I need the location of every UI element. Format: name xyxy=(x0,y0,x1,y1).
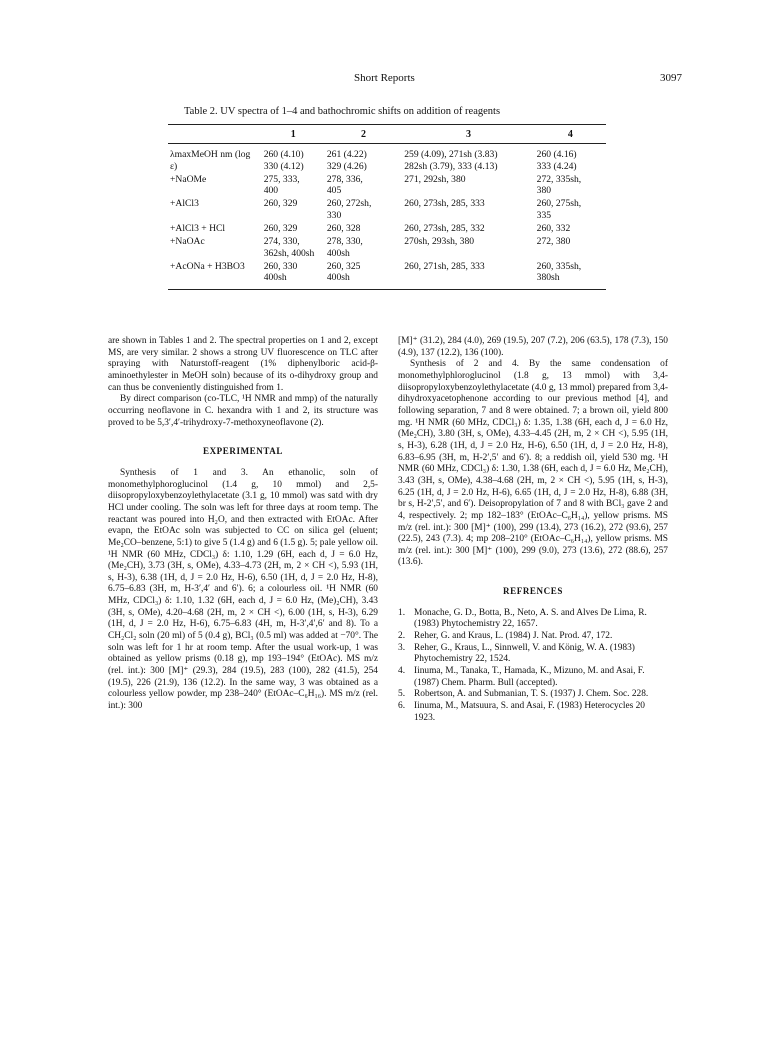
cell-2: 260, 328 xyxy=(326,223,361,235)
cell-2: 260, 325 400sh xyxy=(325,260,402,289)
row-label: +NaOAc xyxy=(170,236,205,248)
paragraph: [M]⁺ (31.2), 284 (4.0), 269 (19.5), 207 (7.2), 206 (63.5), 178 (7.3), 150 (4.9), 137 (12.2), 136 (100). xyxy=(398,336,668,358)
cell-2: 261 (4.22) 329 (4.26) xyxy=(326,149,367,172)
cell-4: 260 (4.16) 333 (4.24) xyxy=(536,149,577,172)
reference-item: 1. Monache, G. D., Botta, B., Neto, A. S. and Alves De Lima, R. (1983) Phytochemistry 22, 1657. xyxy=(398,607,647,630)
paragraph: are shown in Tables 1 and 2. The spectral properties on 1 and 2, except MS, are very similar. 2 shows a strong UV fluorescence on TLC after spraying with Naturstoff-reagent (1% diphenylboric acid-β-aminoethylester in MeOH soln) because of its o-dihydroxy group and can thus be conveniently distinguished from 1. xyxy=(108,336,378,393)
running-header xyxy=(0,72,768,88)
cell-3: 270sh, 293sh, 380 xyxy=(404,236,475,248)
header-cell-2: 2 xyxy=(325,125,402,144)
header-cell-3: 3 xyxy=(402,125,534,144)
section-title-experimental: EXPERIMENTAL xyxy=(202,446,284,457)
table-row xyxy=(168,260,606,289)
table-row xyxy=(168,144,606,173)
reference-item: 6. Iinuma, M., Matsuura, S. and Asai, F. (1983) Heterocycles 20 1923. xyxy=(398,701,645,723)
cell-3: 271, 292sh, 380 xyxy=(404,173,466,185)
cell-1: 260, 329 xyxy=(263,223,298,235)
reference-item: 3. Reher, G., Kraus, L., Sinnwell, V. and König, W. A. (1983) Phytochemistry 22, 1524. xyxy=(398,642,635,665)
cell-4: 260, 332 xyxy=(536,223,571,235)
cell-3: 260, 271sh, 285, 333 xyxy=(402,260,534,289)
cell-1: 260, 330 400sh xyxy=(262,260,325,289)
table-row xyxy=(168,173,606,198)
left-text-column xyxy=(108,336,378,713)
cell-1: 260, 329 xyxy=(263,198,298,210)
row-label: +NaOMe xyxy=(170,173,207,185)
header-cell-blank xyxy=(168,125,262,144)
cell-3: 259 (4.09), 271sh (3.83) 282sh (3.79), 333 (4.13) xyxy=(404,149,498,172)
paragraph: Synthesis of 1 and 3. An ethanolic, soln of monomethylphoroglucinol (1.4 g, 10 mmol) and 2,5-diisopropyloxybenzoylethylacetate (3.1 g, 10 mmol) was satd with dry HCl under cooling. The soln was left for three days at room temp. The reactant was poured into H₂O, and then extracted with EtOAc. After evapn, the EtOAc soln was subjected to CC on silica gel (eluent; Me₂CO–benzene, 5:1) to give 5 (1.4 g) and 6 (1.5 g). 5; pale yellow oil. ¹H NMR (60 MHz, CDCl₃) δ: 1.10, 1.29 (6H, each d, J = 6.0 Hz, (Me₂CH), 3.73 (3H, s, OMe), 4.33–4.73 (2H, m, 2 × CH <), 5.93 (1H, s, H-3), 6.38 (1H, d, J = 2.0 Hz, H-6), 6.50 (1H, d, J = 2.0 Hz, H-8), 6.75–6.83 (3H, m, H-3′,4′ and 6′). 6; a colourless oil. ¹H NMR (60 MHz, CDCl₃) δ: 1.10, 1.32 (6H, each d, J = 6.0 Hz, (Me)₂CH), 3.43 (3H, s, OMe), 4.20–4.68 (2H, m, 2 × CH <), 6.00 (1H, s, H-3), 6.29 (1H, d, J = 2.0 Hz, H-6), 6.75–6.83 (4H, m, H-3′,4′,6′ and 8). To a CH₂Cl₂ soln (20 ml) of 5 (0.4 g), BCl₃ (0.5 ml) was added at −70°. The soln was left for 1 hr at room temp. After the usual work-up, 1 was obtained as yellow prisms (0.18 g), mp 193–194° (EtOAc). MS m/z (rel. int.): 300 [M]⁺ (29.3), 284 (19.5), 283 (100), 282 (41.5), 254 (19.5), 226 (21.9), 136 (12.2). In the same way, 3 was obtained as a colourless yellow powder, mp 238–240° (EtOAc–C₆H₁₆). MS m/z (rel. int.): 300 xyxy=(108,467,378,712)
table-row xyxy=(168,197,606,222)
paragraph: Synthesis of 2 and 4. By the same condensation of monomethylphloroglucinol (1.8 g, 13 mmol) with 3,4-diisopropyloxybenzoylethylacetate (4.0 g, 13 mmol) prepared from 3,4-dihydroxyacetophenone according to our previous method [4], and following separation, 7 and 8 were obtained. 7; a brown oil, yield 800 mg. ¹H NMR (60 MHz, CDCl₃) δ: 1.35, 1.38 (6H, each d, J = 6.0 Hz, (Me₂CH), 3.80 (3H, s, OMe), 4.33–4.45 (2H, m, 2 × CH <), 5.95 (1H, s, H-3), 6.28 (1H, d, J = 2.0 Hz, H-6), 6.50 (1H, d, J = 2.0 Hz, H-8), 6.83–6.95 (3H, m, H-2′,5′ and 6′). 8; a reddish oil, yield 530 mg. ¹H NMR (60 MHz, CDCl₃) δ: 1.30, 1.38 (6H, each d, J = 6.0 Hz, Me₂CH), 3.43 (3H, s, OMe), 4.38–4.68 (2H, m, 2 × CH <), 5.95 (1H, s, H-3), 6.25 (1H, d, J = 2.0 Hz, H-6), 6.65 (1H, d, J = 2.0 Hz, H-8), 6.88 (3H, br s, H-2′,5′, and 6′). Deisopropylation of 7 and 8 with BCl₃ gave 2 and 4, respectively. 2; mp 182–183° (EtOAc–C₆H₁₄), yellow prisms. MS m/z (rel. int.): 300 [M]⁺ (100), 299 (13.4), 273 (16.2), 272 (93.6), 257 (22.5), 243 (7.3). 4; mp 208–210° (EtOAc–C₆H₁₄), yellow prisms. MS m/z (rel. int.): 300 [M]⁺ (100), 299 (9.0), 273 (13.6), 272 (88.6), 257 (13.6). xyxy=(398,359,668,568)
row-label: +AlCl3 + HCl xyxy=(170,223,226,235)
table-row xyxy=(168,222,606,235)
cell-1: 275, 333, 400 xyxy=(263,173,300,197)
header-cell-4: 4 xyxy=(535,125,606,144)
cell-1: 274, 330, 362sh, 400sh xyxy=(263,236,315,259)
cell-4: 260, 335sh, 380sh xyxy=(535,260,606,289)
reference-item: 4. Iinuma, M., Tanaka, T., Hamada, K., Mizuno, M. and Asai, F. (1987) Chem. Pharm. Bull (accepted). xyxy=(398,666,645,688)
cell-2: 278, 336, 405 xyxy=(326,173,363,197)
header-cell-1: 1 xyxy=(262,125,325,144)
cell-4: 272, 335sh, 380 xyxy=(536,173,582,197)
cell-3: 260, 273sh, 285, 332 xyxy=(404,223,485,235)
section-title-references: REFRENCES xyxy=(503,586,563,597)
table-row xyxy=(168,235,606,260)
cell-2: 278, 330, 400sh xyxy=(326,236,363,259)
table-header-row xyxy=(168,125,606,144)
journal-section-title: Short Reports xyxy=(354,72,415,84)
cell-4: 272, 380 xyxy=(536,236,571,248)
table-caption: Table 2. UV spectra of 1–4 and bathochromic shifts on addition of reagents xyxy=(184,106,501,117)
cell-3: 260, 273sh, 285, 333 xyxy=(404,198,485,210)
row-label: +AcONa + H3BO3 xyxy=(168,260,262,289)
cell-2: 260, 272sh, 330 xyxy=(326,198,372,221)
paragraph: By direct comparison (co-TLC, ¹H NMR and mmp) of the naturally occurring neoflavone in C. hexandra with 1 and 2, its structure was proved to be 5,3′,4′-trihydroxy-7-methoxyneoflavone (2). xyxy=(108,394,378,428)
reference-item: 5. Robertson, A. and Submanian, T. S. (1937) J. Chem. Soc. 228. xyxy=(398,689,649,700)
right-text-column xyxy=(398,336,668,724)
uv-spectra-table xyxy=(168,124,606,290)
row-label: +AlCl3 xyxy=(170,198,199,210)
page-number: 3097 xyxy=(660,72,682,84)
reference-list xyxy=(398,608,668,725)
cell-4: 260, 275sh, 335 xyxy=(536,198,582,221)
reference-item: 2. Reher, G. and Kraus, L. (1984) J. Nat. Prod. 47, 172. xyxy=(398,631,613,642)
row-label: λmaxMeOH nm (log ε) xyxy=(170,149,251,172)
cell-1: 260 (4.10) 330 (4.12) xyxy=(263,149,304,172)
